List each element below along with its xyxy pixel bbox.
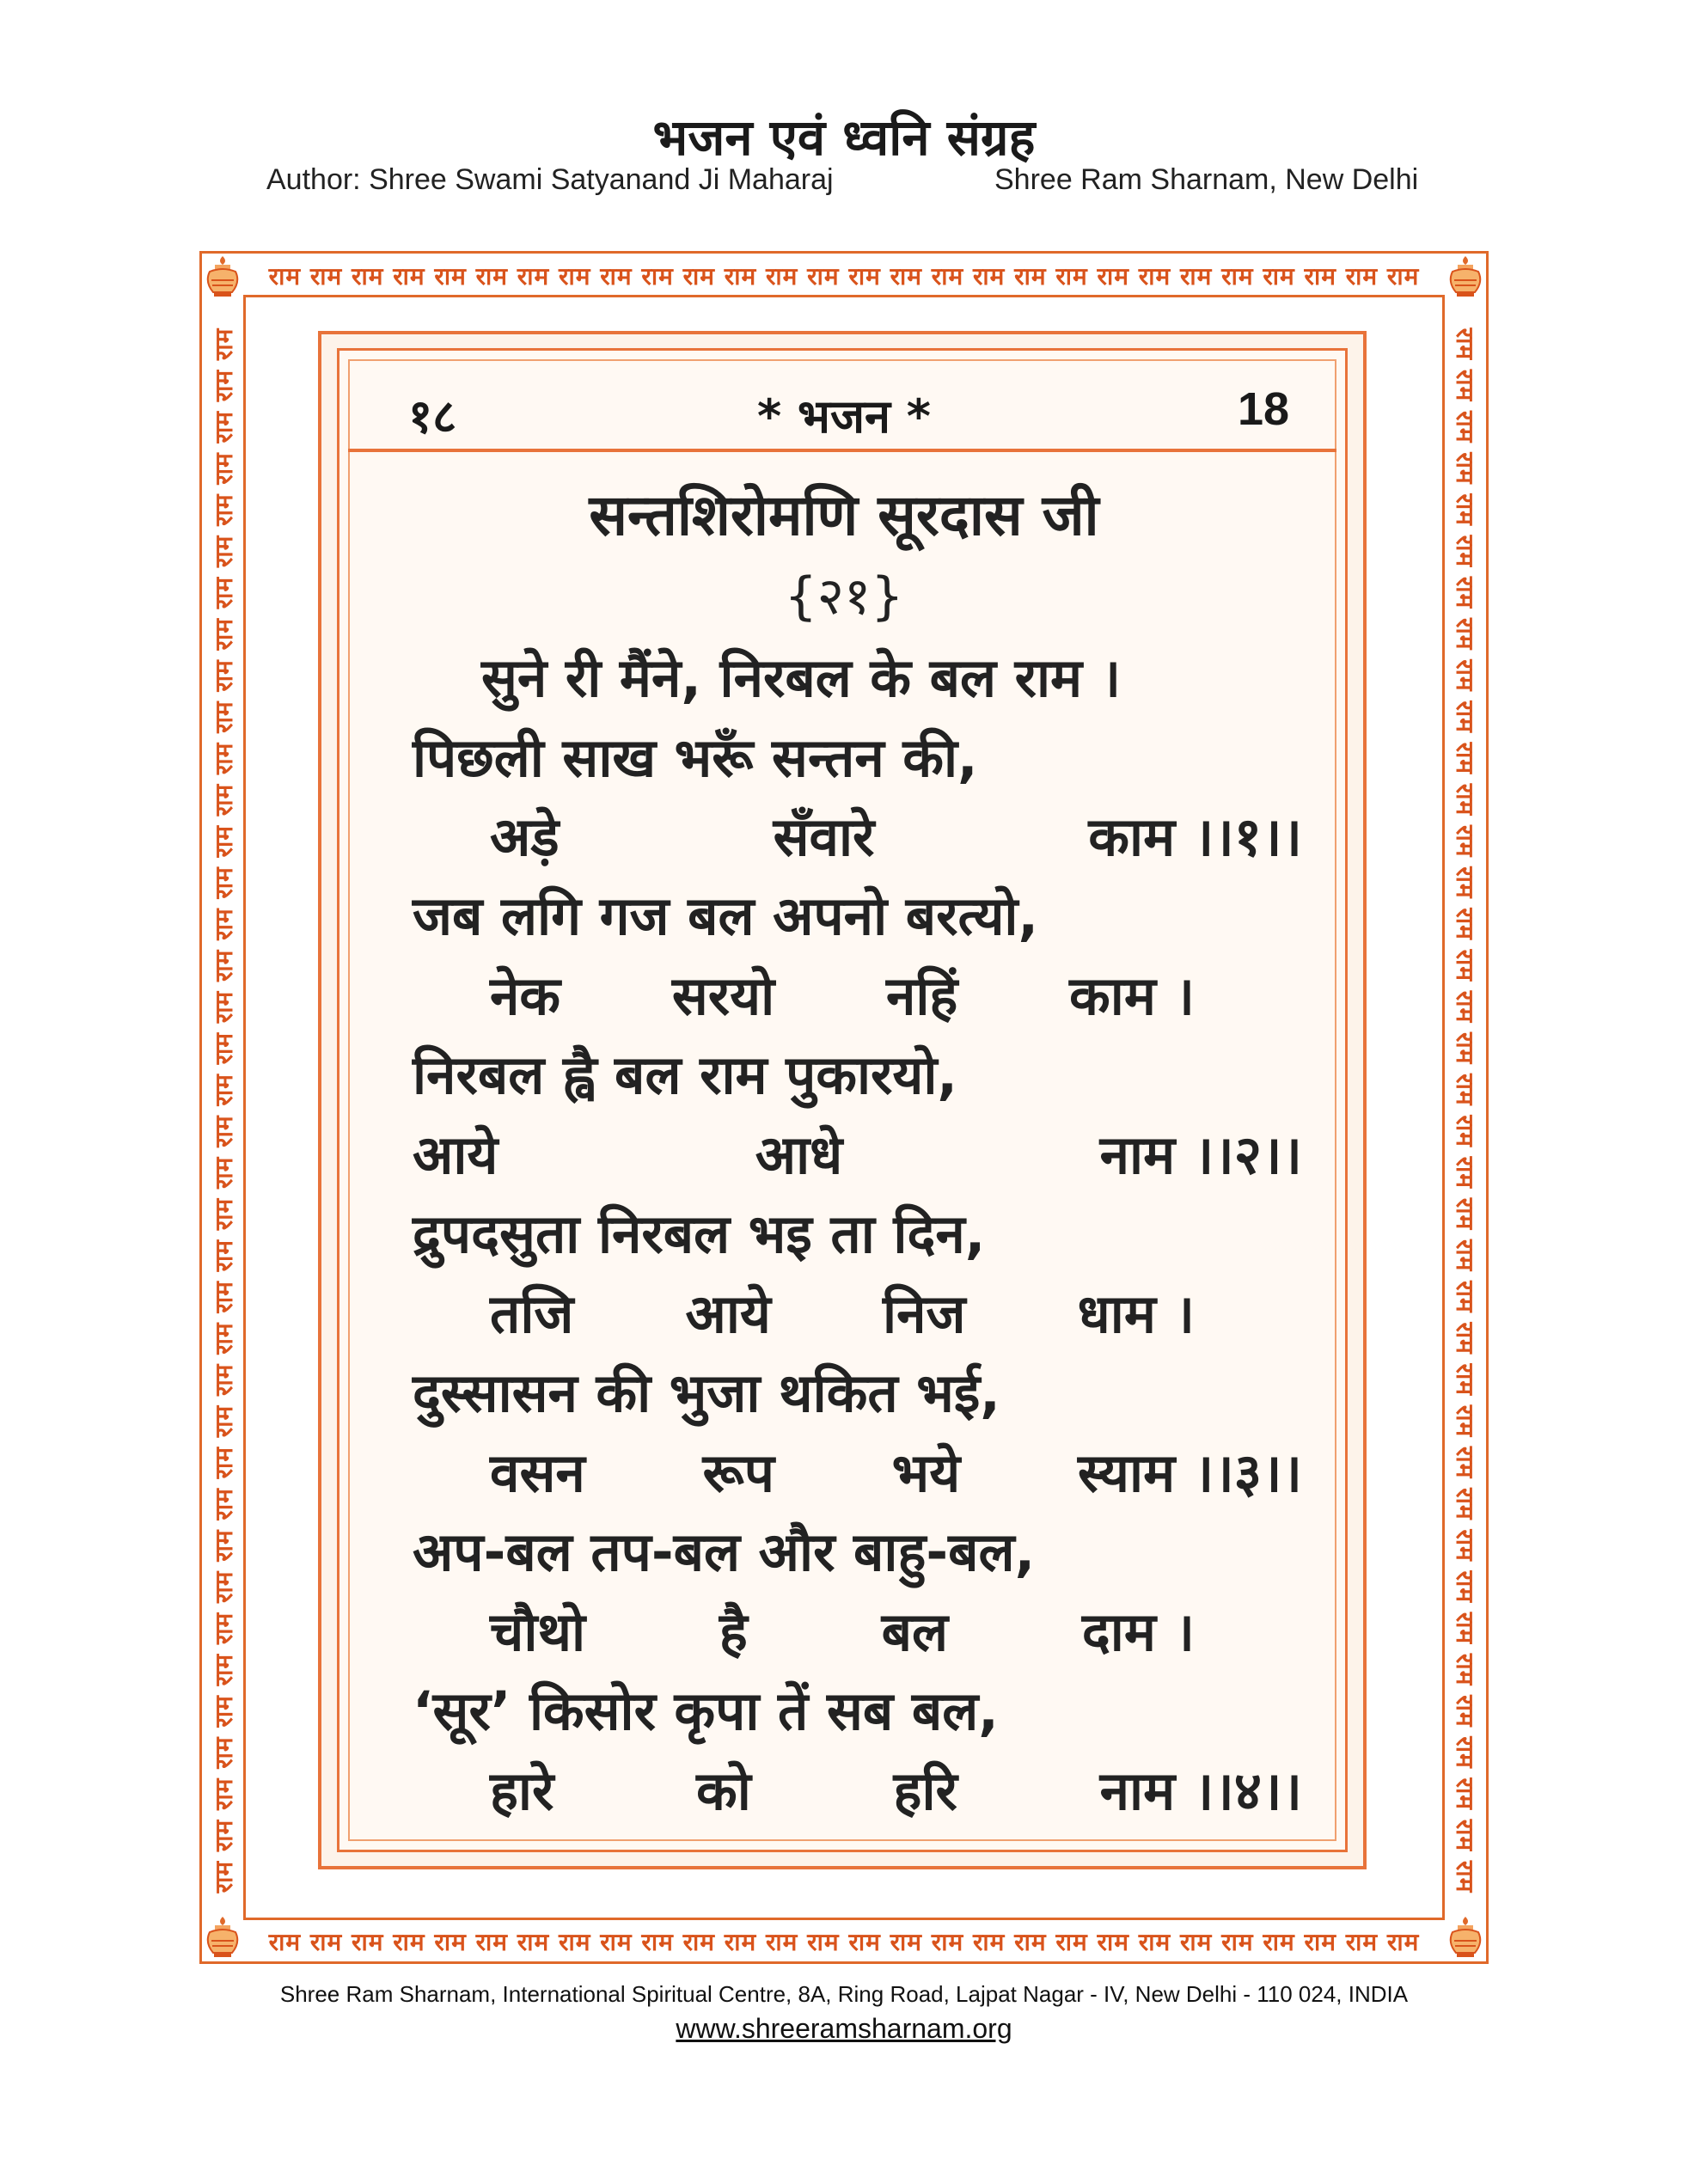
- poet-heading: सन्तशिरोमणि सूरदास जी: [589, 482, 1099, 548]
- verse-word: जब लगि गज बल अपनो बरत्यो,: [413, 884, 1039, 947]
- verse-word: रूप: [702, 1441, 774, 1504]
- verse-word: द्रुपदसुता निरबल भइ ता दिन,: [413, 1202, 986, 1265]
- verse-word: निज: [883, 1282, 966, 1345]
- verse-line: [490, 958, 1195, 1031]
- verse-word: तजि: [490, 1282, 574, 1345]
- verse-word: पिछली साख भरूँ सन्तन की,: [413, 726, 978, 789]
- verse-word: है: [719, 1600, 748, 1663]
- verse-line: [413, 1673, 999, 1746]
- verse-line: [413, 720, 978, 792]
- page-number-devanagari: १८: [408, 389, 457, 444]
- verse-word: निरबल ह्वै बल राम पुकारयो,: [413, 1043, 957, 1106]
- verse-word: हारे: [490, 1759, 554, 1822]
- verse-word: हरि: [893, 1759, 957, 1822]
- ram-border-left: राम राम राम राम राम राम राम राम राम राम राम राम राम राम राम राम राम राम राम राम राम राम राम राम राम राम राम राम राम राम राम राम राम राम राम राम राम राम: [210, 327, 238, 1893]
- ram-border-bottom: राम राम राम राम राम राम राम राम राम राम राम राम राम राम राम राम राम राम राम राम राम राम राम राम राम राम राम राम: [268, 1928, 1420, 1956]
- verse-line: [413, 1196, 985, 1269]
- verse-word: को: [696, 1759, 751, 1822]
- verse-line: [413, 1037, 957, 1110]
- verse-word: स्याम ।।३।।: [1077, 1441, 1302, 1504]
- verse-word: दाम ।: [1081, 1600, 1195, 1663]
- verse-word: भये: [891, 1441, 961, 1504]
- verse-word: नहिं: [885, 964, 958, 1027]
- verse-word: नेक: [490, 964, 561, 1027]
- organization-line: Shree Ram Sharnam, New Delhi: [994, 163, 1419, 196]
- verse-word: सरयो: [671, 964, 775, 1027]
- verse-line: [490, 1753, 1302, 1826]
- section-title: * भजन *: [756, 389, 932, 444]
- verse-word: ‘सूर’ किसोर कृपा तें सब बल,: [413, 1679, 999, 1742]
- verse-word: आधे: [755, 1123, 843, 1186]
- verse-word: धाम ।: [1077, 1282, 1195, 1345]
- verse-line: [413, 1117, 1302, 1190]
- verse-line: [490, 1435, 1302, 1508]
- verse-line: [413, 1514, 1035, 1587]
- verse-word: अप-बल तप-बल और बाहु-बल,: [413, 1520, 1036, 1583]
- verse-line: [490, 799, 1302, 872]
- verse-word: आये: [685, 1282, 771, 1345]
- footer-address: Shree Ram Sharnam, International Spiritual Centre, 8A, Ring Road, Lajpat Nagar - IV, New Delhi - 110 024, INDIA: [279, 1981, 1409, 2007]
- kalash-pot-icon: [203, 1915, 242, 1960]
- verse-line: [490, 1594, 1195, 1667]
- verse-word: दुस्सासन की भुजा थकित भई,: [413, 1361, 1000, 1424]
- kalash-pot-icon: [203, 254, 242, 299]
- author-line: Author: Shree Swami Satyanand Ji Maharaj: [266, 163, 834, 196]
- verse-word: आये: [413, 1123, 498, 1186]
- verse-word: सुने री मैंने, निरबल के बल राम ।: [481, 646, 1122, 709]
- ram-border-top: राम राम राम राम राम राम राम राम राम राम राम राम राम राम राम राम राम राम राम राम राम राम राम राम राम राम राम राम: [268, 262, 1420, 291]
- bhajan-number: {२१}: [784, 566, 904, 627]
- verse-word: चौथो: [490, 1600, 586, 1663]
- verse-word: काम ।: [1069, 964, 1195, 1027]
- verse-word: नाम ।।४।।: [1099, 1759, 1302, 1822]
- page-number: 18: [1238, 383, 1290, 435]
- verse-word: अड़े: [490, 805, 560, 868]
- verse-line: [413, 878, 1038, 951]
- verse-line: [481, 640, 1121, 713]
- verse-word: बल: [881, 1600, 949, 1663]
- verse-word: काम ।।१।।: [1088, 805, 1302, 868]
- verse-word: सँवारे: [773, 805, 875, 868]
- book-title: भजन एवं ध्वनि संग्रह: [652, 108, 1036, 167]
- verse-word: नाम ।।२।।: [1099, 1123, 1302, 1186]
- ram-border-right: राम राम राम राम राम राम राम राम राम राम राम राम राम राम राम राम राम राम राम राम राम राम राम राम राम राम राम राम राम राम राम राम राम राम राम राम राम राम: [1451, 327, 1479, 1893]
- verse-word: वसन: [490, 1441, 585, 1504]
- page-header-rule: [348, 449, 1336, 452]
- kalash-pot-icon: [1446, 254, 1485, 299]
- verse-line: [490, 1276, 1195, 1349]
- footer-url-link[interactable]: www.shreeramsharnam.org: [676, 2013, 1012, 2044]
- kalash-pot-icon: [1446, 1915, 1485, 1960]
- verse-line: [413, 1355, 1000, 1428]
